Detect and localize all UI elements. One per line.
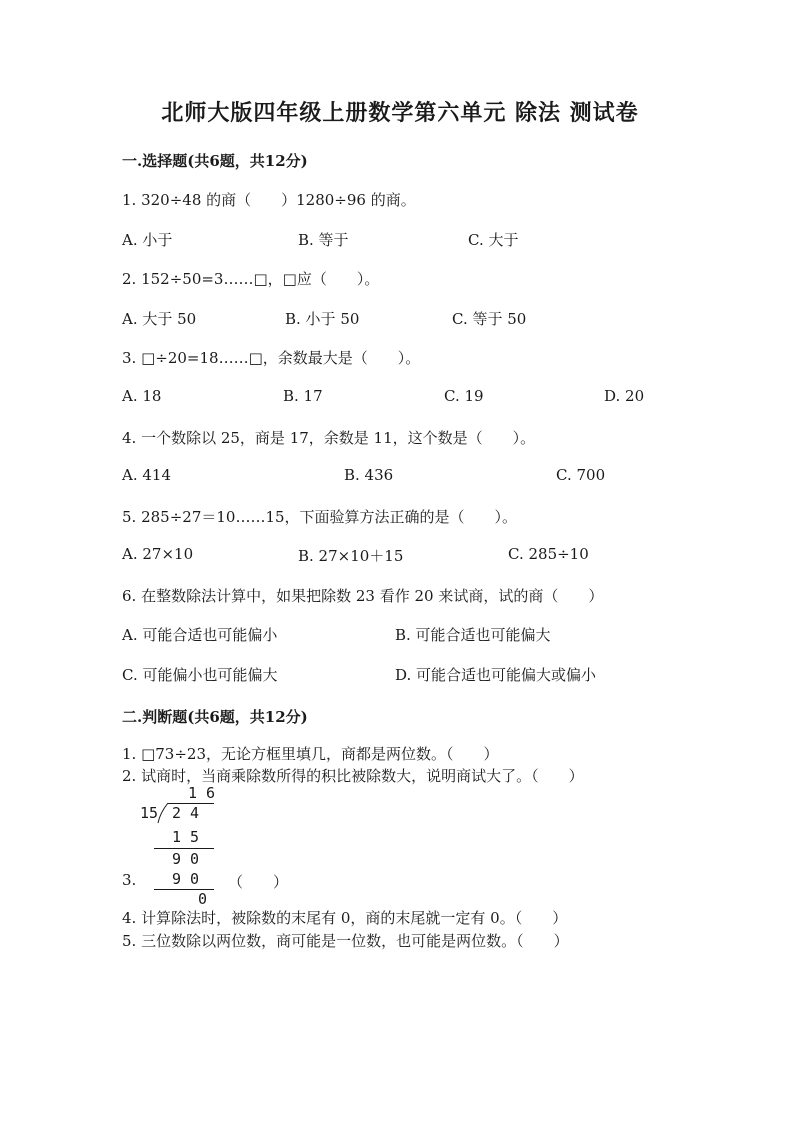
- question-5: 5. 285÷27＝10……15，下面验算方法正确的是（ ）。: [122, 508, 518, 526]
- q2-option-b: B. 小于 50: [285, 310, 360, 328]
- judge-question-3-blank: （ ）: [228, 873, 289, 891]
- division-step-1: 1 5: [172, 828, 200, 846]
- q6-option-d: D. 可能合适也可能偏大或偏小: [395, 666, 597, 684]
- question-2: 2. 152÷50=3……□，□应（ ）。: [122, 270, 380, 288]
- division-dividend: 2 4: [172, 804, 200, 822]
- division-bracket-curve: [156, 801, 170, 825]
- q5-option-a: A. 27×10: [122, 545, 194, 563]
- section-heading-choice: 一.选择题(共6题，共12分): [122, 152, 308, 170]
- judge-question-5: 5. 三位数除以两位数，商可能是一位数，也可能是两位数。（ ）: [122, 932, 569, 950]
- judge-question-3: 3.: [122, 871, 137, 889]
- question-1: 1. 320÷48 的商（ ）1280÷96 的商。: [122, 191, 416, 209]
- q5-option-c: C. 285÷10: [508, 545, 589, 563]
- q5-option-b: B. 27×10＋15: [298, 547, 404, 565]
- q1-option-c: C. 大于: [468, 231, 519, 249]
- q6-option-b: B. 可能合适也可能偏大: [395, 626, 551, 644]
- q3-option-a: A. 18: [122, 387, 162, 405]
- division-line-1: [154, 848, 214, 849]
- question-4: 4. 一个数除以 25，商是 17，余数是 11，这个数是（ ）。: [122, 429, 536, 447]
- q3-option-c: C. 19: [444, 387, 484, 405]
- judge-question-2: 2. 试商时，当商乘除数所得的积比被除数大，说明商试大了。（ ）: [122, 767, 584, 785]
- question-6: 6. 在整数除法计算中，如果把除数 23 看作 20 来试商，试的商（ ）: [122, 587, 604, 605]
- division-step-2: 9 0: [172, 850, 200, 868]
- q1-option-b: B. 等于: [298, 231, 349, 249]
- division-step-3: 9 0: [172, 870, 200, 888]
- q4-option-c: C. 700: [556, 466, 606, 484]
- q2-option-a: A. 大于 50: [122, 310, 197, 328]
- q3-option-d: D. 20: [604, 387, 645, 405]
- page-title: 北师大版四年级上册数学第六单元 除法 测试卷: [161, 100, 639, 126]
- division-quotient: 1 6: [188, 784, 216, 802]
- q4-option-a: A. 414: [122, 466, 171, 484]
- q6-option-c: C. 可能偏小也可能偏大: [122, 666, 278, 684]
- q3-option-b: B. 17: [283, 387, 323, 405]
- judge-question-1: 1. □73÷23，无论方框里填几，商都是两位数。（ ）: [122, 745, 499, 763]
- section-heading-judge: 二.判断题(共6题，共12分): [122, 708, 308, 726]
- division-remainder: 0: [198, 890, 208, 908]
- q6-option-a: A. 可能合适也可能偏小: [122, 626, 278, 644]
- q4-option-b: B. 436: [344, 466, 394, 484]
- q1-option-a: A. 小于: [122, 231, 173, 249]
- question-3: 3. □÷20=18……□，余数最大是（ ）。: [122, 349, 421, 367]
- long-division-figure: [140, 786, 230, 906]
- judge-question-4: 4. 计算除法时，被除数的末尾有 0，商的末尾就一定有 0。（ ）: [122, 909, 568, 927]
- division-divisor: 15: [140, 804, 159, 822]
- q2-option-c: C. 等于 50: [452, 310, 527, 328]
